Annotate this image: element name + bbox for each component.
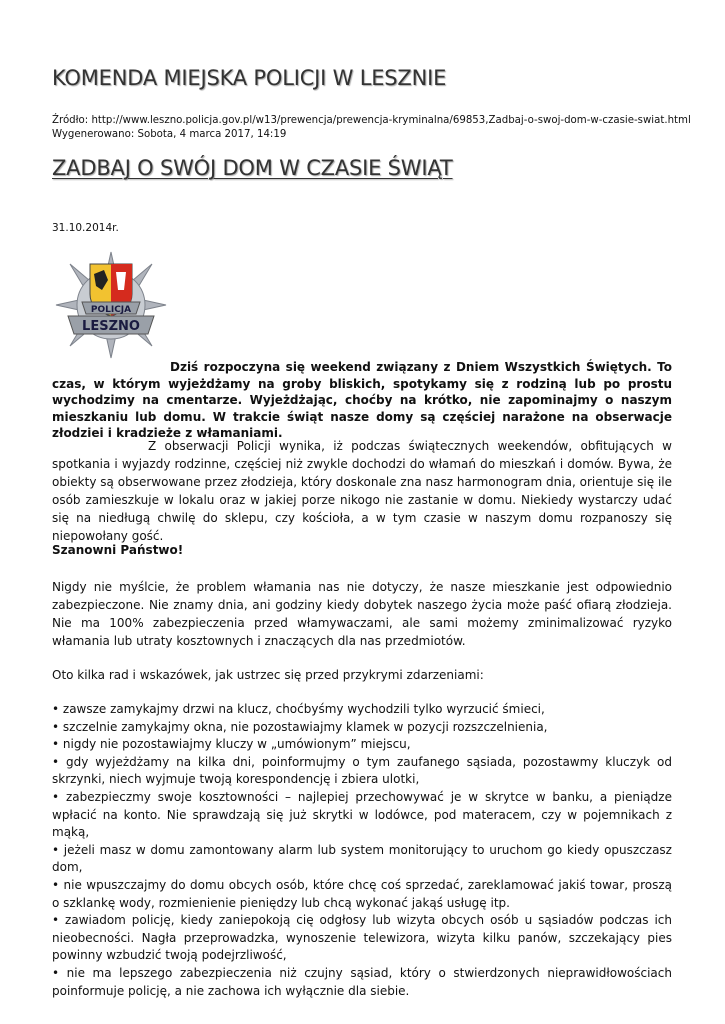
greeting: Szanowni Państwo! (52, 543, 184, 557)
list-item: • zabezpieczmy swoje kosztowności – najlepiej przechowywać je w skrytce w banku, a pieniądze wpłacić na konto. Nie sprawdzają się już skrytki w lodówce, pod materacem, czy w pojemnikach z mąką, (52, 789, 672, 842)
paragraph-intro-tips: Oto kilka rad i wskazówek, jak ustrzec się przed przykrymi zdarzeniami: (52, 668, 484, 682)
article-title: ZADBAJ O SWÓJ DOM W CZASIE ŚWIĄT (52, 156, 453, 180)
paragraph-warning: Nigdy nie myślcie, że problem włamania nas nie dotyczy, że nasze mieszkanie jest odpowiednio zabezpieczone. Nie znamy dnia, ani godziny kiedy dobytek naszego życia może paść ofiarą złodzieja. Nie ma 100% zabezpieczenia przed włamywaczami, ale sami możemy zminimalizować ryzyko włamania lub utraty kosztownych i znaczących dla nas przedmiotów. (52, 580, 672, 648)
police-badge-icon (54, 250, 168, 360)
badge-banner-text: POLICJA (90, 305, 132, 315)
list-item: • jeżeli masz w domu zamontowany alarm lub system monitorujący to uruchom go kiedy opuszczasz dom, (52, 842, 672, 877)
list-item: • zawsze zamykajmy drzwi na klucz, choćbyśmy wychodzili tylko wyrzucić śmieci, (52, 701, 672, 719)
paragraph-observations-text: Z obserwacji Policji wynika, iż podczas świątecznych weekendów, obfitujących w spotkania i wyjazdy rodzinne, częściej niż zwykle dochodzi do włamań do mieszkań i domów. Bywa, że obiekty są obserwowane przez złodzieja, który doskonale zna nasz harmonogram dnia, orientuje się ile osób zamieszkuje w lokalu oraz w jakiej porze nikogo nie zastanie w domu. Niekiedy wystarczy udać się na niedługą chwilę do sklepu, czy kościoła, a w tym czasie w naszym domu rozpanoszy się niepowołany gość. (52, 439, 672, 543)
tips-list (52, 701, 672, 1000)
list-item: • nigdy nie pozostawiajmy kluczy w „umówionym” miejscu, (52, 736, 672, 754)
generated-line: Wygenerowano: Sobota, 4 marca 2017, 14:19 (52, 129, 287, 140)
article-date: 31.10.2014r. (52, 222, 119, 234)
document-meta (52, 114, 691, 142)
list-item: • nie wpuszczajmy do domu obcych osób, które chcę coś sprzedać, zareklamować jakiś towar, proszą o szklankę wody, rozmienienie pieniędzy lub chcą wykonać jakąś usługę itp. (52, 877, 672, 912)
badge-banner-bottom (68, 316, 154, 334)
source-line: Źródło: http://www.leszno.policja.gov.pl/w13/prewencja/prewencja-kryminalna/69853,Zadbaj-o-swoj-dom-w-czasie-swiat.html (52, 115, 691, 126)
article-lead (52, 359, 672, 442)
list-item: • szczelnie zamykajmy okna, nie pozostawiajmy klamek w pozycji rozszczelnienia, (52, 719, 672, 737)
badge-city-text: LESZNO (82, 319, 140, 334)
list-item: • gdy wyjeżdżamy na kilka dni, poinformujmy o tym zaufanego sąsiada, pozostawmy kluczyk od skrzynki, niech wyjmuje twoją korespondencję i zbiera ulotki, (52, 754, 672, 789)
list-item: • nie ma lepszego zabezpieczenia niż czujny sąsiad, który o stwierdzonych nieprawidłowościach poinformuje policję, a nie zachowa ich wyłącznie dla siebie. (52, 965, 672, 1000)
site-title: KOMENDA MIEJSKA POLICJI W LESZNIE (52, 66, 447, 90)
lead-text: Dziś rozpoczyna się weekend związany z Dniem Wszystkich Świętych. To czas, w którym wyjeżdżamy na groby bliskich, spotykamy się z rodziną lub po prostu wychodzimy na cmentarze. Wyjeżdżając, choćby na krótko, nie zapominajmy o naszym mieszkaniu lub domu. W trakcie świąt nasze domy są częściej narażone na obserwacje złodziei i kradzieże z włamaniami. (52, 360, 672, 440)
paragraph-observations (52, 437, 672, 545)
badge-banner-top (82, 302, 140, 315)
list-item: • zawiadom policję, kiedy zaniepokoją cię odgłosy lub wizyta obcych osób u sąsiadów podczas ich nieobecności. Nagła przeprowadzka, wynoszenie telewizora, wizyta kilku panów, szczekający pies powinny wzbudzić twoją podejrzliwość, (52, 912, 672, 965)
